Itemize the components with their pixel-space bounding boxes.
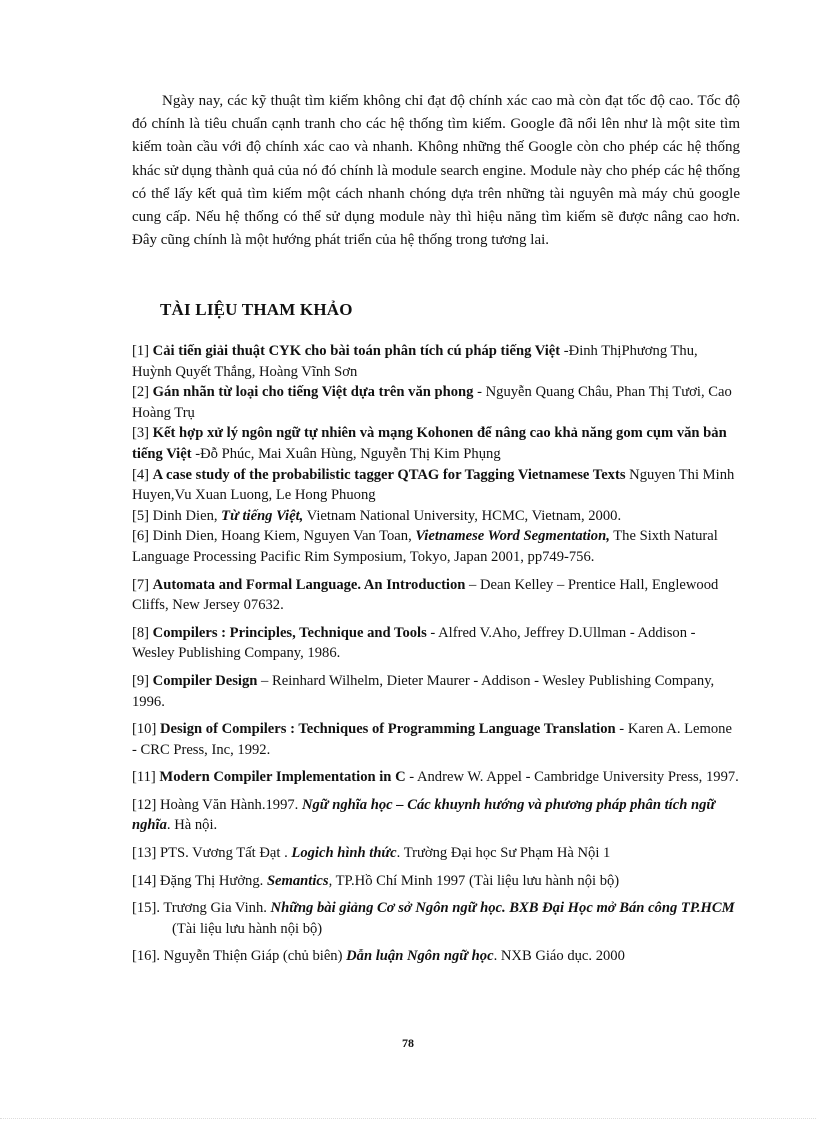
intro-paragraph: Ngày nay, các kỹ thuật tìm kiếm không chỉ đạt độ chính xác cao mà còn đạt tốc độ cao. Tốc độ đó chính là tiêu chuẩn cạnh tranh cho các hệ thống tìm kiếm. Google đã nổi lên như là một site tìm kiếm toàn cầu với độ chính xác cao và nhanh. Không những thế Google còn cho phép các hệ thống khác sử dụng thành quả của nó đó chính là module search engine. Module này cho phép các hệ thống có thể lấy kết quả tìm kiếm một cách nhanh chóng dựa trên những tài nguyên mà máy chủ google cung cấp. Nếu hệ thống có thể sử dụng module này thì hiệu năng tìm kiếm sẽ được nâng cao hơn. Đây cũng chính là một hướng phát triển của hệ thống trong tương lai. (132, 93, 740, 249)
reference-title: Dẫn luận Ngôn ngữ học (346, 948, 494, 965)
reference-detail: - Karen A. Lemone - CRC Press, Inc, 1992. (132, 721, 732, 758)
reference-item (132, 767, 740, 788)
reference-item (132, 382, 740, 423)
reference-title: Logich hình thức (291, 845, 397, 862)
reference-detail: – Dean Kelley – Prentice Hall, Englewood Cliffs, New Jersey 07632. (132, 576, 719, 614)
reference-detail: . Hà nội. (166, 817, 218, 834)
page-number: 78 (402, 1036, 414, 1050)
reference-item (132, 795, 740, 836)
reference-prefix: [3] (132, 425, 153, 442)
reference-detail: -Đỗ Phúc, Mai Xuân Hùng, Nguyễn Thị Kim Phụng (191, 445, 501, 462)
reference-prefix: [9] (132, 672, 153, 689)
reference-prefix: [6] Dinh Dien, Hoang Kiem, Nguyen Van Toan, (132, 528, 416, 545)
reference-detail: , TP.Hồ Chí Minh 1997 (Tài liệu lưu hành nội bộ) (328, 872, 620, 889)
reference-item (132, 506, 740, 527)
reference-detail: . NXB Giáo dục. 2000 (493, 948, 625, 965)
reference-prefix: [4] (132, 466, 153, 483)
reference-title: Ngữ nghĩa học – Các khuynh hướng và phương pháp phân tích ngữ nghĩa (132, 796, 716, 834)
reference-item (132, 871, 740, 892)
reference-detail: Nguyen Thi Minh Huyen,Vu Xuan Luong, Le Hong Phuong (132, 466, 735, 504)
reference-item (132, 719, 740, 760)
reference-title: Compiler Design (152, 672, 258, 689)
reference-title: Vietnamese Word Segmentation, (415, 528, 610, 545)
reference-prefix: [13] PTS. Vương Tất Đạt . (132, 845, 292, 862)
reference-detail: - Andrew W. Appel - Cambridge University Press, 1997. (405, 769, 739, 786)
reference-title: Những bài giảng Cơ sở Ngôn ngữ học. BXB Đại Học mở Bán công TP.HCM (270, 900, 735, 917)
reference-item (132, 526, 740, 567)
reference-detail: The Sixth Natural Language Processing Pacific Rim Symposium, Tokyo, Japan 2001, pp749-756. (132, 528, 718, 565)
reference-prefix: [7] (132, 576, 153, 593)
reference-prefix: [5] Dinh Dien, (132, 507, 222, 524)
reference-title: Compilers : Principles, Technique and Tools (152, 624, 427, 641)
reference-title: Từ tiếng Việt, (221, 507, 304, 524)
reference-item (132, 623, 740, 664)
reference-detail: (Tài liệu lưu hành nội bộ) (172, 920, 323, 937)
reference-item (132, 898, 740, 939)
page-bottom-rule (0, 1118, 816, 1119)
reference-prefix: [8] (132, 624, 153, 641)
reference-prefix: [14] Đặng Thị Hưởng. (132, 872, 267, 889)
reference-detail: – Reinhard Wilhelm, Dieter Maurer - Addison - Wesley Publishing Company, 1996. (132, 672, 715, 710)
reference-detail: -Đinh ThịPhương Thu, Huỳnh Quyết Thắng, Hoàng Vĩnh Sơn (132, 343, 698, 380)
reference-title: A case study of the probabilistic tagger QTAG for Tagging Vietnamese Texts (152, 466, 626, 483)
reference-detail: . Trường Đại học Sư Phạm Hà Nội 1 (396, 845, 611, 862)
reference-prefix: [1] (132, 343, 153, 359)
reference-item (132, 465, 740, 506)
reference-title: Gán nhãn từ loại cho tiếng Việt dựa trên văn phong (152, 384, 474, 401)
reference-prefix: [2] (132, 384, 153, 401)
reference-prefix: [15]. Trương Gia Vinh. (132, 900, 271, 917)
reference-title: Design of Compilers : Techniques of Programming Language Translation (159, 721, 616, 738)
reference-item (132, 946, 740, 967)
reference-prefix: [16]. Nguyễn Thiện Giáp (chủ biên) (132, 948, 347, 965)
reference-list (132, 341, 740, 967)
reference-title: Modern Compiler Implementation in C (159, 769, 406, 786)
reference-detail: Vietnam National University, HCMC, Vietnam, 2000. (303, 507, 622, 524)
reference-prefix: [10] (132, 721, 160, 738)
reference-item (132, 341, 740, 382)
reference-detail: - Nguyễn Quang Châu, Phan Thị Tươi, Cao Hoàng Trụ (132, 384, 732, 421)
reference-item (132, 671, 740, 712)
reference-title: Cải tiến giải thuật CYK cho bài toán phân tích cú pháp tiếng Việt (152, 343, 561, 359)
reference-detail: - Alfred V.Aho, Jeffrey D.Ullman - Addison - Wesley Publishing Company, 1986. (132, 624, 696, 662)
reference-item (132, 843, 740, 864)
references-heading: TÀI LIỆU THAM KHẢO (160, 300, 353, 319)
reference-title: Kết hợp xử lý ngôn ngữ tự nhiên và mạng Kohonen để nâng cao khả năng gom cụm văn bản tiếng Việt (132, 425, 727, 462)
reference-prefix: [11] (132, 769, 160, 786)
reference-title: Automata and Formal Language. An Introduction (152, 576, 466, 593)
reference-title: Semantics (266, 872, 329, 889)
reference-prefix: [12] Hoàng Văn Hành.1997. (132, 796, 302, 813)
reference-item (132, 423, 740, 464)
reference-item (132, 575, 740, 616)
